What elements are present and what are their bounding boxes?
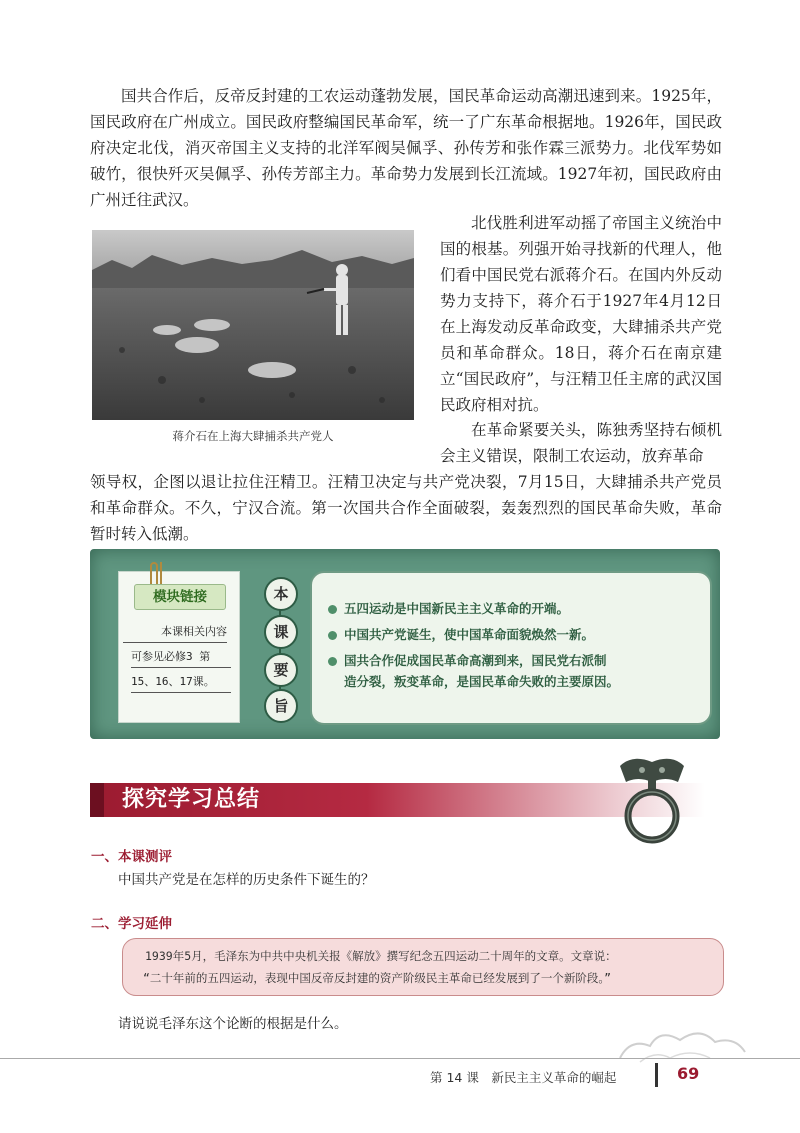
photo-caption: 蒋介石在上海大肆捕杀共产党人	[172, 429, 334, 443]
key-point-continuation: 造分裂，叛变革命，是国民革命失败的主要原因。	[344, 674, 620, 689]
bead-char: 要	[264, 653, 298, 687]
quote-text: “二十年前的五四运动，表现中国反帝反封建的资产阶级民主革命已经发展到了一个新阶段。”	[143, 971, 612, 985]
page-number: 69	[677, 1064, 700, 1083]
northern-expedition-paragraph: 北伐胜利进军动摇了帝国主义统治中国的根基。列强开始寻找新的代理人，他们看中国民党右派蒋介石。在国内外反动势力支持下，蒋介石于1927年4月12日在上海发动反革命政变，大肆捕杀共产党员和革命群众。18日，蒋介石在南京建立“国民政府”，与汪精卫任主席的武汉国民政府相对抗。	[440, 214, 722, 414]
subsection-heading: 一、本课测评	[91, 849, 172, 865]
quote-intro: 1939年5月，毛泽东为中共中央机关报《解放》撰写纪念五四运动二十周年的文章。文章说：	[145, 949, 617, 963]
section-marker	[90, 783, 104, 817]
extension-question: 请说说毛泽东这个论断的根据是什么。	[118, 1016, 348, 1032]
module-link-line: 本课相关内容	[123, 626, 227, 643]
module-link-card	[118, 571, 240, 723]
section-title: 探究学习总结	[122, 787, 261, 812]
footer-divider	[0, 1058, 800, 1059]
bead-char: 课	[264, 615, 298, 649]
module-link-line: 可参见必修3 第	[131, 651, 231, 668]
crisis-paragraph-start: 在革命紧要关头，陈独秀坚持右倾机会主义错误，限制工农运动，放弃革命	[440, 421, 722, 465]
module-link-title: 模块链接	[134, 584, 226, 610]
key-point: 国共合作促成国民革命高潮到来，国民党右派制	[328, 650, 700, 671]
key-point: 五四运动是中国新民主主义革命的开端。	[328, 598, 700, 619]
historical-photo	[92, 230, 414, 420]
quote-box	[122, 938, 724, 996]
intro-paragraph: 国共合作后，反帝反封建的工农运动蓬勃发展，国民革命运动高潮迅速到来。1925年，国民政府在广州成立。国民政府整编国民革命军，统一了广东革命根据地。1926年，国民政府决定北伐，消灭帝国主义支持的北洋军阀吴佩孚、孙传芳和张作霖三派势力。北伐军势如破竹，很快歼灭吴佩孚、孙传芳部主力。革命势力发展到长江流域。1927年初，国民政府由广州迁往武汉。	[90, 87, 722, 209]
subsection-heading: 二、学习延伸	[91, 916, 172, 932]
review-question: 中国共产党是在怎样的历史条件下诞生的？	[118, 872, 375, 888]
key-points-panel	[310, 571, 712, 725]
cloud-ornament-icon	[610, 1018, 760, 1068]
bead-char: 本	[264, 577, 298, 611]
footer-separator	[655, 1063, 658, 1087]
bead-char: 旨	[264, 689, 298, 723]
lesson-summary-box	[90, 549, 720, 739]
key-point: 中国共产党诞生，使中国革命面貌焕然一新。	[328, 624, 700, 645]
module-link-line: 15、16、17课。	[131, 676, 231, 693]
bullet-icon	[328, 605, 337, 614]
bullet-icon	[328, 631, 337, 640]
bronze-ring-ornament-icon	[612, 752, 692, 852]
bullet-icon	[328, 657, 337, 666]
footer-lesson-title: 第 14 课 新民主主义革命的崛起	[430, 1070, 617, 1085]
crisis-paragraph-end: 领导权，企图以退让拉住汪精卫。汪精卫决定与共产党决裂，7月15日，大肆捕杀共产党员和革命群众。不久，宁汉合流。第一次国共合作全面破裂，轰轰烈烈的国民革命失败，革命暂时转入低潮。	[90, 473, 722, 543]
